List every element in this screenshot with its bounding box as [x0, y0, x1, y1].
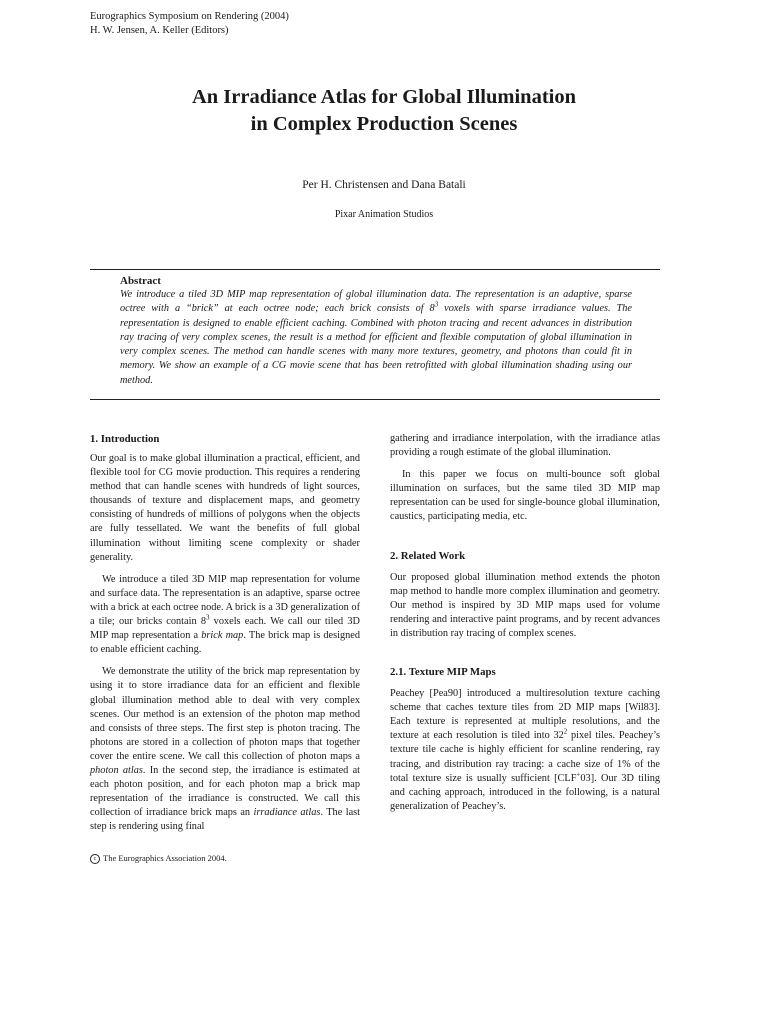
texture-p-text-b: pixel tiles. Peachey’s texture tile cache is highly efficient for scanline rendering, ray tracing, and distribution ray tracing: a cache size of 1% of the total texture size is usually sufficient [CLF: [390, 730, 660, 784]
abstract-text-b: voxels with sparse irradiance values. The representation is designed to enable efficient caching. Combined with photon tracing and recent advances in distribution ray tracing of very complex scenes, the result is a method for efficient and flexible computation of global illumination in very complex scenes. The method can handle scenes with many more textures, geometry, and photons than could fit in memory. We show an example of a CG movie scene that has been retrofitted with global illumination shading using our method.: [120, 303, 632, 386]
intro-p2-text-a: We introduce a tiled 3D MIP map representation for volume and surface data. The representation is an adaptive, sparse octree with a brick at each octree node. A brick is a 3D generalization of a tile; our bricks contain 8: [90, 573, 360, 628]
intro-paragraph-2: [90, 573, 360, 658]
intro-paragraph-1: Our goal is to make global illumination a practical, efficient, and flexible tool for CG movie production. This requires a rendering method that can handle scenes with hundreds of light sources, thousands of texture and displacement maps, and geometry consisting of hundreds of millions of polygons when the objects are fully tessellated. We want the benefits of full global illumination without limiting scene complexity or shader generality.: [90, 453, 360, 563]
texture-p-text-a: Peachey [Pea90] introduced a multiresolution texture caching scheme that caches texture tiles from 2D MIP maps [Wil83]. Each texture is represented at multiple resolutions, and the texture at each resolution is tiled into 32: [390, 688, 660, 742]
title-line-1: An Irradiance Atlas for Global Illumination: [191, 86, 577, 108]
copyright-icon: c: [90, 854, 100, 864]
texture-p-superscript-plus: +: [576, 770, 581, 779]
intro-focus-paragraph: In this paper we focus on multi-bounce soft global illumination on surfaces, but the same tiled 3D MIP map representation can be used for single-bounce global illumination, caustics, participating media, etc.: [390, 469, 660, 523]
intro-p3-text-a: We demonstrate the utility of the brick map representation by using it to store irradiance data for an efficient and flexible global illumination method able to deal with very complex scenes. Our method is an extension of the photon map method and consists of three steps. The first step is photon tracing. The photons are stored in a collection of photon maps that together cover the entire scene. We call this collection of photon maps a: [90, 666, 360, 762]
texture-mip-paragraph: [390, 687, 660, 814]
paper-title: [0, 84, 768, 138]
texture-p-superscript: 2: [563, 727, 568, 736]
left-column: [90, 432, 360, 834]
section-heading-related-work: 2. Related Work: [390, 549, 466, 562]
abstract-top-rule: [90, 269, 660, 270]
copyright-text: The Eurographics Association 2004.: [103, 853, 227, 863]
intro-p3-text-c: . The last step is rendering using final: [90, 807, 361, 833]
subsection-heading-texture-mip-maps: 2.1. Texture MIP Maps: [390, 666, 496, 679]
venue-line: Eurographics Symposium on Rendering (2004): [90, 11, 289, 22]
related-work-paragraph: Our proposed global illumination method extends the photon map method to handle more complex illumination and geometry. Our method is inspired by 3D MIP maps used for volume rendering and interactive paint programs, and by recent advances in distribution ray tracing of complex scenes.: [390, 571, 660, 639]
authors: Per H. Christensen and Dana Batali: [302, 179, 466, 191]
intro-p3-emphasis-2: irradiance atlas: [253, 807, 321, 819]
intro-p2-superscript: 3: [205, 613, 210, 622]
intro-p2-emphasis: brick map: [201, 630, 244, 642]
intro-paragraph-3: [90, 665, 360, 834]
title-line-2: in Complex Production Scenes: [250, 113, 518, 135]
intro-p2-text-b: voxels each. We call our tiled 3D MIP map representation a: [90, 616, 360, 642]
abstract-bottom-rule: [90, 399, 660, 400]
intro-continued-paragraph: gathering and irradiance interpolation, with the irradiance atlas providing a rough estimate of the global illumination.: [390, 433, 660, 459]
intro-p3-text-b: . In the second step, the irradiance is estimated at each photon position, and for each photon map a brick map representation of the irradiance is constructed. We call this collection of irradiance brick maps an: [90, 764, 360, 819]
abstract-heading: Abstract: [120, 275, 161, 287]
copyright-footer: [90, 852, 227, 864]
section-heading-introduction: 1. Introduction: [90, 433, 160, 445]
affiliation: Pixar Animation Studios: [334, 209, 434, 220]
abstract: [120, 274, 632, 388]
texture-p-text-c: 03]. Our 3D tiling and caching approach, introduced in the following, is a natural generalization of Peachey’s.: [390, 772, 660, 812]
editors-line: H. W. Jensen, A. Keller (Editors): [90, 25, 229, 36]
right-column: [390, 432, 660, 814]
running-header: [90, 10, 289, 38]
abstract-body: [120, 288, 632, 388]
intro-p3-emphasis-1: photon atlas: [90, 764, 143, 776]
intro-p2-text-c: . The brick map is designed to enable efficient caching.: [90, 630, 360, 656]
abstract-text-a: We introduce a tiled 3D MIP map representation of global illumination data. The representation is an adaptive, sparse octree with a “brick” at each octree node; each brick consists of 8: [120, 289, 632, 315]
abstract-superscript: 3: [434, 300, 439, 309]
